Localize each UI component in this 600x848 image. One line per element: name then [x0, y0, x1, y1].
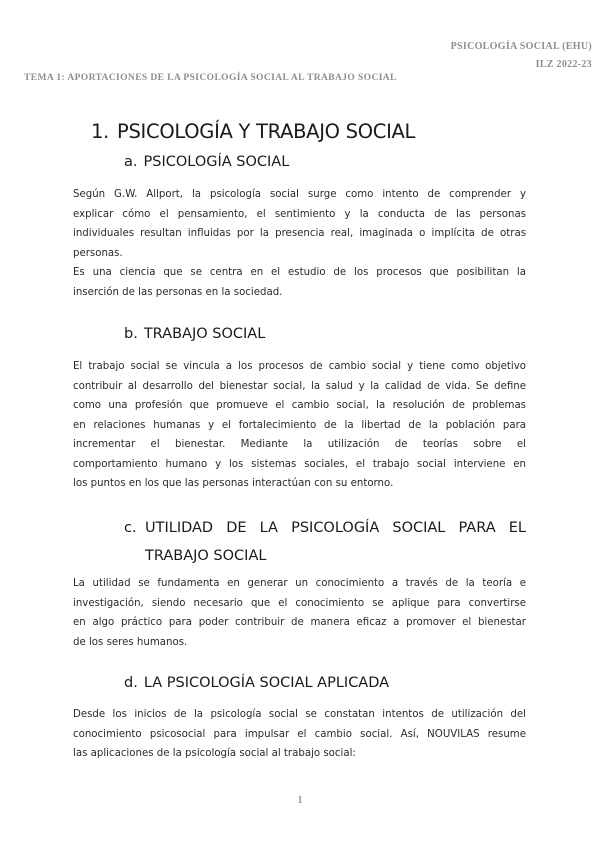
paragraph-line: contribuir al desarrollo del bienestar social, la salud y la calidad de vida. Se define: [73, 380, 526, 392]
subsection-a-heading: [124, 154, 289, 170]
subsection-b-letter: b.: [124, 326, 138, 342]
subsection-c-title-line1: UTILIDAD DE LA PSICOLOGÍA SOCIAL PARA EL: [145, 520, 526, 536]
subsection-d-title: LA PSICOLOGÍA SOCIAL APLICADA: [143, 675, 390, 691]
paragraph-line: incrementar el bienestar. Mediante la utilización de teorías sobre el: [73, 439, 526, 450]
subsection-c-title: [145, 514, 526, 570]
subsection-a-paragraph: [73, 185, 526, 302]
paragraph-line: en algo práctico para poder contribuir de manera eficaz a promover el bienestar: [73, 617, 526, 628]
paragraph-line: Es una ciencia que se centra en el estudio de los procesos que posibilitan la: [73, 267, 526, 278]
paragraph-line: La utilidad se fundamenta en generar un conocimiento a través de la teoría e: [73, 578, 526, 589]
page-number: 1: [297, 795, 303, 806]
subsection-c-paragraph: [73, 574, 526, 652]
paragraph-line: individuales resultan influidas por la presencia real, imaginada o implícita de otras: [73, 228, 526, 239]
subsection-d-paragraph: [73, 705, 526, 764]
section-number: 1.: [91, 120, 110, 143]
running-header-topic: TEMA 1: APORTACIONES DE LA PSICOLOGÍA SOCIAL AL TRABAJO SOCIAL: [24, 73, 397, 83]
subsection-a-letter: a.: [124, 154, 138, 170]
paragraph-line: en relaciones humanas y el fortalecimiento de la libertad de la población para: [73, 419, 526, 431]
paragraph-line: como una profesión que promueve el cambio social, la resolución de problemas: [73, 400, 526, 411]
paragraph-line: comportamiento humano y los sistemas sociales, el trabajo social interviene en: [73, 458, 526, 470]
paragraph-line: explicar cómo el pensamiento, el sentimiento y la conducta de las personas: [73, 208, 526, 220]
paragraph-line: los puntos en los que las personas interactúan con su entorno.: [73, 478, 394, 489]
paragraph-line: investigación, siendo necesario que el conocimiento se aplique para convertirse: [73, 597, 526, 609]
subsection-c-title-line2: TRABAJO SOCIAL: [145, 548, 267, 564]
subsection-c-heading: [124, 514, 526, 570]
subsection-b-heading: [124, 326, 265, 342]
paragraph-line: Según G.W. Allport, la psicología social surge como intento de comprender y: [73, 189, 526, 200]
section-title: PSICOLOGÍA Y TRABAJO SOCIAL: [117, 120, 416, 143]
subsection-a-title: PSICOLOGÍA SOCIAL: [143, 154, 290, 170]
paragraph-line: conocimiento psicosocial para impulsar el cambio social. Así, NOUVILAS resume: [73, 728, 526, 740]
subsection-d-letter: d.: [124, 675, 138, 691]
paragraph-line: personas.: [73, 247, 123, 259]
paragraph-line: inserción de las personas en la sociedad.: [73, 286, 283, 298]
subsection-c-letter: c.: [124, 520, 137, 536]
course-name: PSICOLOGÍA SOCIAL (EHU): [450, 41, 592, 52]
paragraph-line: Desde los inicios de la psicología social se constatan intentos de utilización del: [73, 709, 526, 720]
paragraph-line: El trabajo social se vincula a los procesos de cambio social y tiene como objetivo: [73, 361, 526, 372]
subsection-b-paragraph: [73, 357, 526, 494]
section-heading: [91, 120, 415, 143]
subsection-d-heading: [124, 675, 389, 691]
running-header-right: [451, 38, 592, 74]
paragraph-line: de los seres humanos.: [73, 636, 188, 648]
paragraph-line: las aplicaciones de la psicología social al trabajo social:: [73, 748, 356, 759]
academic-term: ILZ 2022-23: [535, 59, 592, 70]
subsection-b-title: TRABAJO SOCIAL: [143, 326, 266, 342]
